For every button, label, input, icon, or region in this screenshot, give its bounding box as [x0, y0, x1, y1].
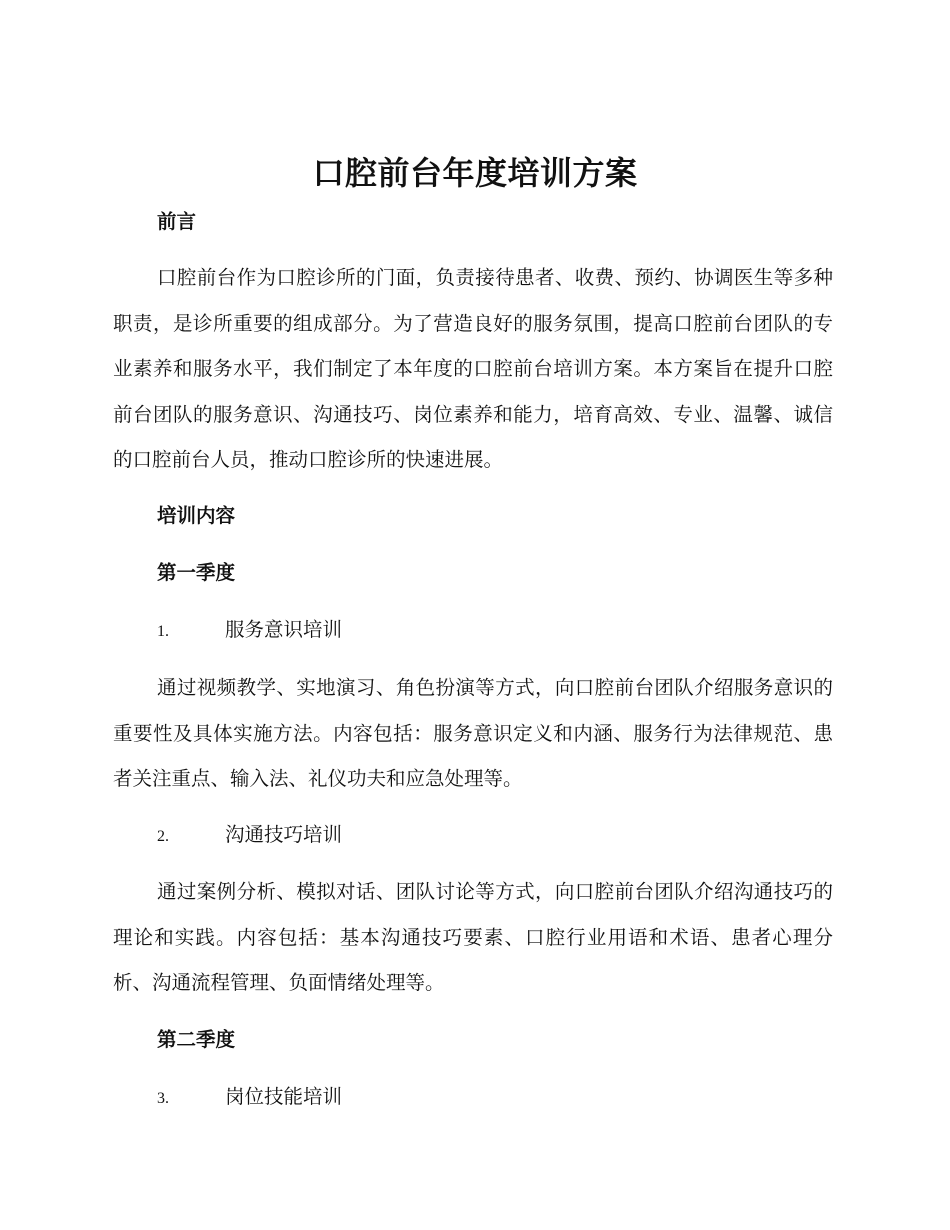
- service-awareness-paragraph: 通过视频教学、实地演习、角色扮演等方式，向口腔前台团队介绍服务意识的重要性及具体实施方法。内容包括：服务意识定义和内涵、服务行为法律规范、患者关注重点、输入法、礼仪功夫和应急处理等。: [113, 676, 833, 790]
- list-number: 1.: [157, 623, 169, 640]
- list-item-title: 岗位技能培训: [225, 1085, 343, 1108]
- list-number: 2.: [157, 828, 169, 845]
- preface-paragraph: 口腔前台作为口腔诊所的门面，负责接待患者、收费、预约、协调医生等多种职责，是诊所重要的组成部分。为了营造良好的服务氛围，提高口腔前台团队的专业素养和服务水平，我们制定了本年度的口腔前台培训方案。本方案旨在提升口腔前台团队的服务意识、沟通技巧、岗位素养和能力，培育高效、专业、温馨、诚信的口腔前台人员，推动口腔诊所的快速进展。: [113, 266, 833, 471]
- preface-heading: 前言: [157, 210, 197, 233]
- quarter-2-heading: 第二季度: [157, 1028, 236, 1051]
- training-content-heading: 培训内容: [157, 504, 236, 527]
- list-item-title: 服务意识培训: [225, 618, 343, 641]
- communication-skills-paragraph: 通过案例分析、模拟对话、团队讨论等方式，向口腔前台团队介绍沟通技巧的理论和实践。内容包括：基本沟通技巧要素、口腔行业用语和术语、患者心理分析、沟通流程管理、负面情绪处理等。: [113, 880, 833, 994]
- list-item-title: 沟通技巧培训: [225, 823, 343, 846]
- list-item-job-skills: [157, 1082, 342, 1114]
- list-number: 3.: [157, 1090, 169, 1107]
- list-item-service-awareness: [157, 615, 342, 647]
- document-title: 口腔前台年度培训方案: [312, 154, 638, 192]
- list-item-communication-skills: [157, 820, 342, 852]
- quarter-1-heading: 第一季度: [157, 561, 236, 584]
